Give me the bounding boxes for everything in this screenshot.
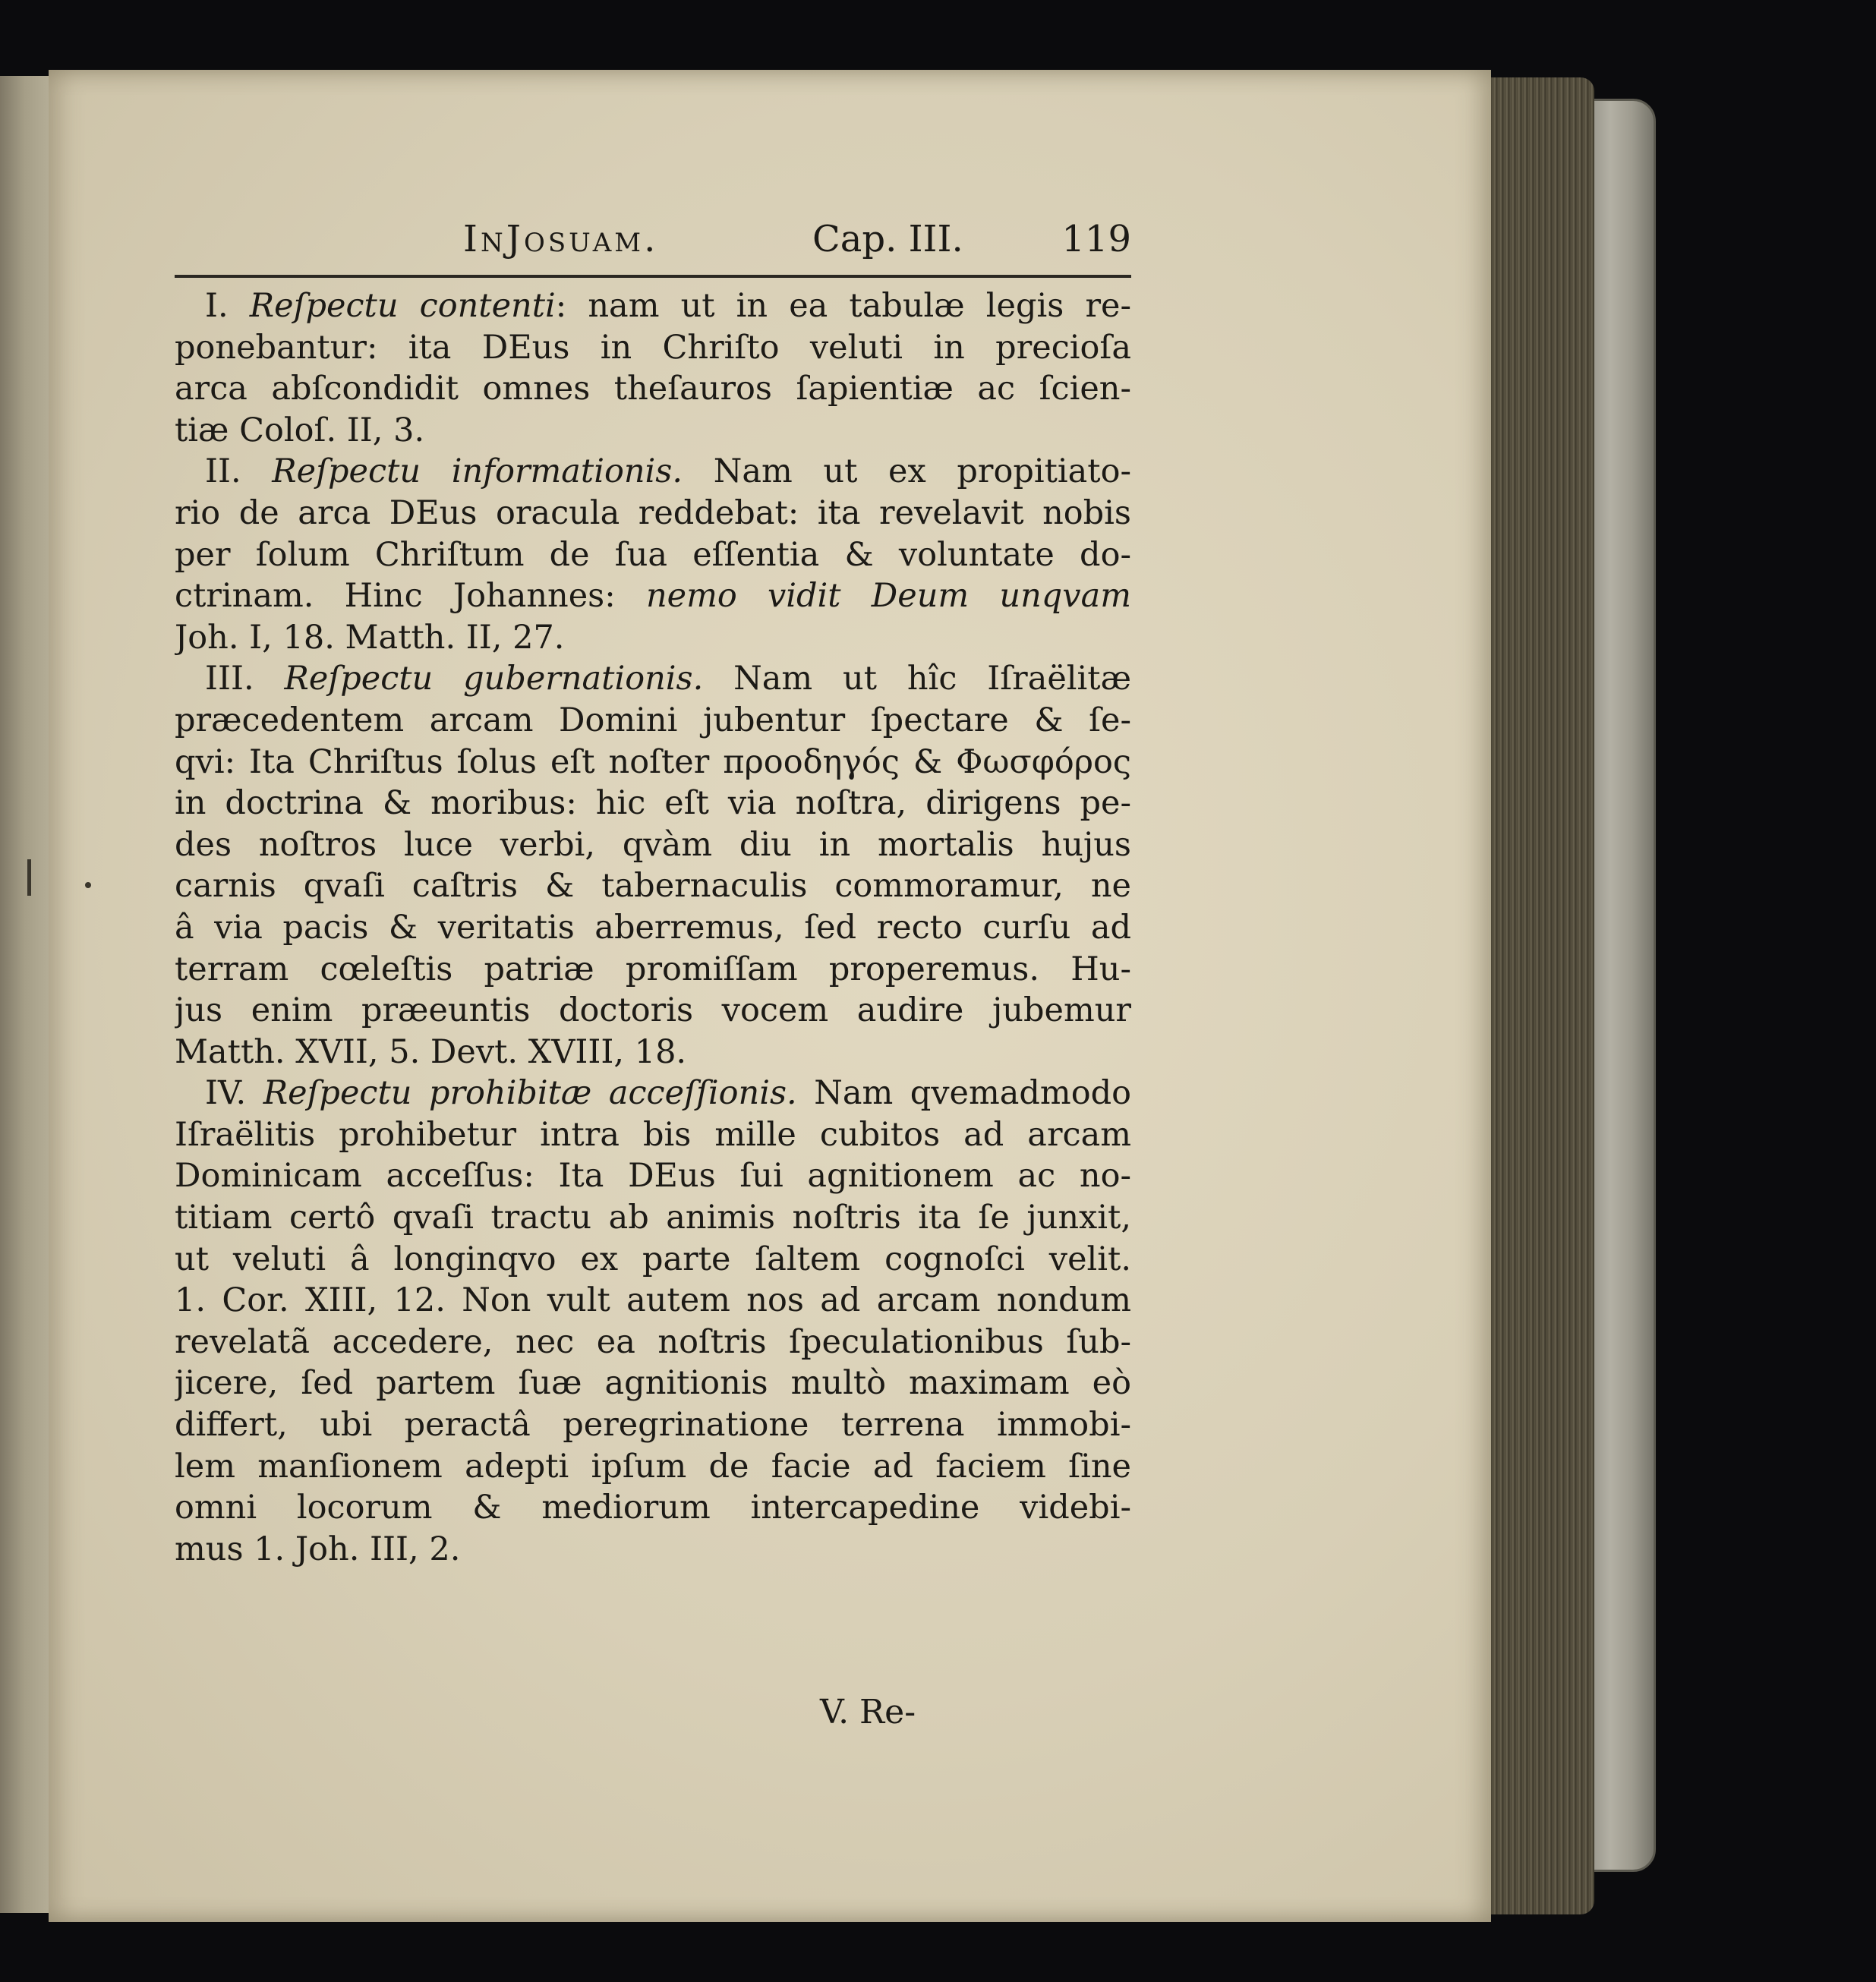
text-line: terram cœleſtis patriæ promiſſam properemus. Hu- [175, 950, 1131, 988]
text-line: lem manſionem adepti ipſum de facie ad faciem ſine [175, 1447, 1131, 1486]
text-line: IV. Reſpectu prohibitæ acceſſionis. Nam qvemadmodo [205, 1074, 1131, 1113]
running-head-chapter: Cap. III. [812, 218, 963, 260]
margin-mark [27, 859, 31, 896]
previous-page-edge [0, 76, 56, 1913]
text-line: revelatã accedere, nec ea noſtris ſpeculationibus ſub- [175, 1322, 1131, 1361]
body-text [175, 285, 1131, 1570]
text-line: jicere, ſed partem ſuæ agnitionis multò maximam eò [175, 1364, 1131, 1403]
book-fore-edge [1480, 77, 1594, 1914]
text-line: ponebantur: ita DEus in Chriſto veluti in precioſa [175, 328, 1131, 367]
text-line: II. Reſpectu informationis. Nam ut ex propitiato- [205, 452, 1131, 491]
running-head [175, 213, 1131, 266]
running-head-title: InJosuam. [463, 218, 659, 260]
text-line: per ſolum Chriſtum de ſua eſſentia & voluntate do- [175, 535, 1131, 574]
text-line: ctrinam. Hinc Johannes: nemo vidit Deum unqvam [175, 577, 1131, 616]
text-line: Matth. XVII, 5. Devt. XVIII, 18. [175, 1032, 687, 1071]
text-line: titiam certô qvaſi tractu ab animis noſtris ita ſe junxit, [175, 1199, 1131, 1237]
catchword: V. Re- [820, 1693, 916, 1731]
text-line: I. Reſpectu contenti: nam ut in ea tabulæ legis re- [205, 287, 1131, 325]
text-line: arca abſcondidit omnes theſauros ſapientiæ ac ſcien- [175, 370, 1131, 408]
text-line: carnis qvaſi caſtris & tabernaculis commoramur, ne [175, 867, 1131, 906]
text-line: Joh. I, 18. Matth. II, 27. [175, 618, 565, 657]
text-line: â via pacis & veritatis aberremus, ſed recto curſu ad [175, 908, 1131, 947]
text-line: III. Reſpectu gubernationis. Nam ut hîc Iſraëlitæ [205, 660, 1131, 698]
text-line: mus 1. Joh. III, 2. [175, 1530, 461, 1568]
text-line: differt, ubi peractâ peregrinatione terrena immobi- [175, 1406, 1131, 1445]
text-line: qvi: Ita Chriſtus ſolus eſt noſter προοδηγός & Φωσφόρος [175, 742, 1131, 781]
text-block [175, 213, 1131, 1570]
text-line: omni locorum & mediorum intercapedine videbi- [175, 1489, 1131, 1527]
text-line: ut veluti â longinqvo ex parte ſaltem cognoſci velit. [175, 1240, 1131, 1278]
text-line: tiæ Coloſ. II, 3. [175, 411, 425, 449]
text-line: in doctrina & moribus: hic eſt via noſtra, dirigens pe- [175, 784, 1131, 823]
text-line: præcedentem arcam Domini jubentur ſpectare & ſe- [175, 701, 1131, 739]
margin-speck [85, 882, 91, 888]
text-line: 1. Cor. XIII, 12. Non vult autem nos ad arcam nondum [175, 1281, 1131, 1320]
text-line: Iſraëlitis prohibetur intra bis mille cubitos ad arcam [175, 1115, 1131, 1154]
page-number: 119 [1061, 218, 1131, 260]
text-line: jus enim præeuntis doctoris vocem audire jubemur [175, 991, 1131, 1030]
text-line: des noſtros luce verbi, qvàm diu in mortalis hujus [175, 825, 1131, 864]
text-line: rio de arca DEus oracula reddebat: ita revelavit nobis [175, 493, 1131, 532]
text-line: Dominicam acceſſus: Ita DEus ſui agnitionem ac no- [175, 1157, 1131, 1196]
header-rule [175, 275, 1131, 278]
